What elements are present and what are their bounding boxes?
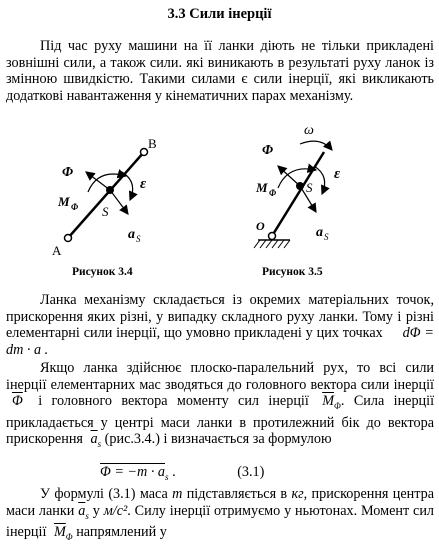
p4-unit-accel: м/с² <box>103 502 128 519</box>
label-phi: Φ <box>262 143 274 158</box>
joint-b <box>141 149 148 156</box>
p4-unit-kg: кг <box>291 486 304 502</box>
paragraph-text-d: (рис.3.4.) і визначається за формулою <box>104 431 332 448</box>
moment-vector-symbol: $\overline{M}$ <box>322 393 335 410</box>
link-bar <box>68 152 144 238</box>
label-m-sub: Φ <box>269 188 277 198</box>
p4-text-b: підставляється в <box>186 486 288 502</box>
joint-a <box>65 235 72 242</box>
formula-subscript: s <box>165 471 169 482</box>
formula-3-1 <box>100 464 264 482</box>
p4-text-e: . Силу інерції отримуємо у ньютонах. Момент сил інерції <box>6 502 435 541</box>
label-as-sub: S <box>324 232 329 242</box>
label-m: M <box>58 194 70 209</box>
elementary-force-formula: dΦ = dm · a . <box>6 325 434 358</box>
label-epsilon: ε <box>334 166 341 182</box>
formula-tail: . <box>168 464 176 480</box>
omega-arc <box>300 141 332 150</box>
label-m-sub: Φ <box>71 202 79 212</box>
figure-3-4 <box>40 130 180 265</box>
p4-text-a: У формулі (3.1) маса <box>40 486 168 502</box>
label-as: a <box>316 225 323 240</box>
label-phi: Φ <box>62 165 74 180</box>
moment-vector-subscript: Φ <box>334 401 341 412</box>
paragraph-text-c: Сила інерції прикладається у центрі маси ланки в протилежний бік до вектора прискорення <box>6 393 435 448</box>
label-m: M <box>256 180 268 195</box>
p4-accel-symbol: $\overline{a}$ <box>78 502 86 519</box>
label-s: S <box>306 180 313 195</box>
label-o: O <box>256 219 265 233</box>
label-b: B <box>148 136 157 151</box>
caption-fig-3-4: Рисунок 3.4 <box>72 266 133 278</box>
paragraph-units <box>6 486 434 545</box>
paragraph-text-a: Якщо ланка здійснює плоско-паралельний рух, то всі сили інерції елементарних мас зводяться до головного вектора сили інерції <box>6 360 434 393</box>
paragraph-elementary-forces <box>6 292 434 358</box>
label-as-sub: S <box>136 234 141 244</box>
p4-text-c: , прискорення центра маси ланки <box>6 486 435 519</box>
formula-body: Φ = −m · a <box>100 464 166 480</box>
label-epsilon: ε <box>140 176 147 192</box>
phi-vector-symbol: $\overline{\Phi}$ <box>12 393 23 410</box>
p4-moment-symbol: $\overline{M}$ <box>53 524 66 541</box>
link-bar <box>272 152 324 236</box>
caption-fig-3-5: Рисунок 3.5 <box>262 266 323 278</box>
section-title: 3.3 Сили інерції <box>167 6 272 22</box>
p4-text-d: у <box>92 502 100 519</box>
label-omega: ω <box>304 123 314 138</box>
p4-moment-subscript: Φ <box>65 531 73 542</box>
paragraph-intro: Під час руху машини на її ланки діють не тільки прикладені зовнішні сили, а також сили. які виникають в результаті руху ланок із змінною швидкістю. Такими силами є сили інерції, які викликають додаткові навантаження у кінематичних парах механізму. <box>6 38 434 104</box>
label-a: A <box>52 243 62 258</box>
paragraph-text: Ланка механізму складається із окремих матеріальних точок, прискорення яких різні, у випадку складного руху ланки. Тому і різні елементарні сили інерції, що умовно прикладені у цих точках <box>6 292 434 342</box>
p4-text-f: напрямлений у <box>76 524 167 541</box>
accel-vector-symbol: $\overline{a}$ <box>90 431 98 448</box>
accel-vector-subscript: s <box>97 439 102 450</box>
paragraph-plane-motion: Якщо ланка здійснює плоско-паралельний рух, то всі сили інерції елементарних мас зводяться до головного вектора сили інерції $\overline{\Phi}$ і головного вектора моменту сил інерції $\overline{M}_\Phi$. Сила інерції прикладається у центрі маси ланки в протилежний бік до вектора прискорення $\overline{a}_s$ (рис.3.4.) і визначається за формулою <box>6 360 435 450</box>
p4-accel-subscript: s <box>85 510 89 521</box>
acceleration-arrow <box>110 190 128 214</box>
paragraph-text-b: і головного вектора моменту сил інерції <box>38 393 309 410</box>
label-as: a <box>128 227 135 242</box>
figure-3-5 <box>228 118 378 268</box>
label-s: S <box>102 204 109 219</box>
pivot-o <box>269 233 276 240</box>
formula-number: (3.1) <box>237 464 265 480</box>
p4-mass-symbol: m <box>172 486 183 502</box>
inertia-force-arrow <box>278 166 300 186</box>
